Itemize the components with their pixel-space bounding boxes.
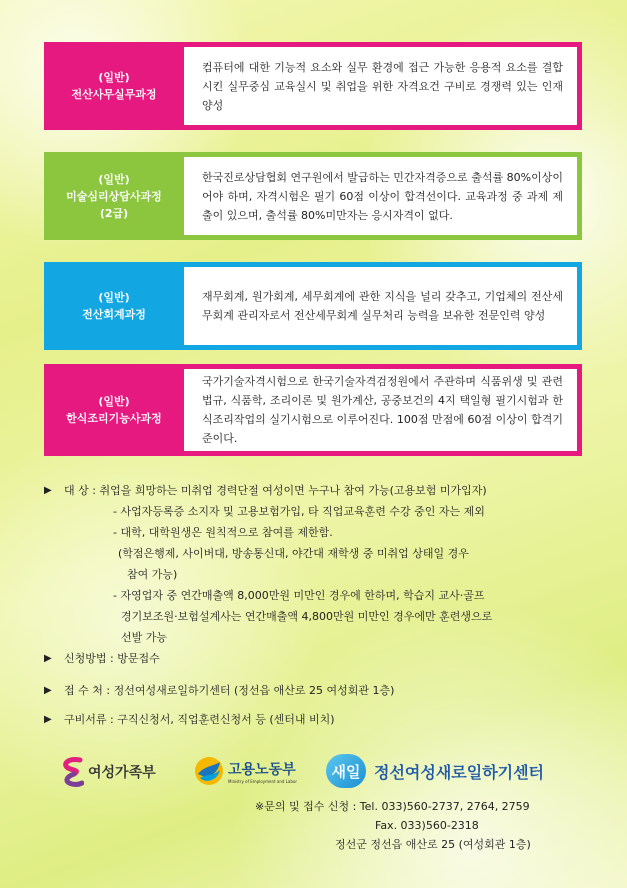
method-row: [44, 648, 594, 669]
contact-address: 정선군 정선읍 애산로 25 (여성회관 1층): [335, 838, 531, 851]
course-description: 컴퓨터에 대한 기능적 요소와 실무 환경에 접근 가능한 응용적 요소를 결합시킨 실무중심 교육실시 및 취업을 위한 자격요건 구비로 경쟁력 있는 인재 양성: [184, 42, 582, 130]
moel-logo: [194, 756, 297, 786]
arrow-icon: ▶: [44, 485, 52, 496]
mogef-logo: [60, 756, 156, 788]
course-description: 한국진로상담협회 연구원에서 발급하는 민간자격증으로 출석률 80%이상이어야 하며, 자격시험은 필기 60점 이상이 합격선이다. 교육과정 중 과제 제출이 있으며, 출석률 80%미만자는 응시자격이 없다.: [184, 152, 582, 240]
docs-label: 구비서류: [64, 713, 107, 726]
course-tag: (일반): [98, 291, 130, 304]
target-sub-3b: 경기보조원·보험설계사는 연간매출액 4,800만원 미만인 경우에만 훈련생으로: [121, 610, 493, 623]
contact-phone: ※문의 및 접수 신청 : Tel. 033)560-2737, 2764, 2759: [255, 800, 530, 813]
place-label: 접 수 처: [64, 684, 103, 697]
course-tag: (일반): [98, 71, 130, 84]
course-label: [44, 262, 184, 350]
mogef-emblem-icon: [60, 756, 84, 788]
course-grade: (2급): [99, 206, 129, 220]
course-card-art-therapy: [44, 152, 582, 240]
target-sub-2: - 대학, 대학원생은 원칙적으로 참여를 제한함.: [113, 526, 333, 539]
target-row: [44, 480, 594, 501]
course-label: [44, 42, 184, 130]
arrow-icon: ▶: [44, 714, 52, 725]
moel-text: 고용노동부: [228, 761, 296, 778]
course-card-accounting: [44, 262, 582, 350]
moel-emblem-icon: [194, 756, 224, 786]
target-sub-3c: 선발 가능: [121, 631, 168, 644]
course-description: 국가기술자격시험으로 한국기술자격검정원에서 주관하며 식품위생 및 관련법규, 식품학, 조리이론 및 원가계산, 공중보건의 4지 택일형 필기시험과 한식조리작업의 실기시험으로 이루어진다. 100점 만점에 60점 이상이 합격기준이다.: [184, 364, 582, 456]
arrow-icon: ▶: [44, 653, 52, 664]
target-sub-3a: - 자영업자 중 연간매출액 8,000만원 미만인 경우에 한하며, 학습지 교사·골프: [113, 589, 485, 602]
course-card-cooking: [44, 364, 582, 456]
course-label: [44, 152, 184, 240]
moel-english: Ministry of Employment and Labor: [228, 778, 297, 784]
course-card-office: [44, 42, 582, 130]
course-name: 전산회계과정: [82, 308, 146, 321]
target-sub-2b: (학점은행제, 사이버대, 방송통신대, 야간대 재학생 중 미취업 상태일 경우: [118, 547, 469, 560]
target-label: 대 상: [64, 484, 89, 497]
target-sub-2c: 참여 가능): [127, 568, 178, 581]
course-tag: (일반): [98, 172, 130, 186]
center-mark-icon: 새일: [326, 754, 366, 788]
course-tag: (일반): [98, 395, 130, 408]
center-text: 정선여성새로일하기센터: [374, 762, 545, 782]
course-name: 전산사무실무과정: [71, 88, 157, 101]
logo-bar: [0, 752, 627, 796]
center-logo: [326, 754, 544, 788]
course-description: 재무회계, 원가회계, 세무회계에 관한 지식을 널리 갖추고, 기업체의 전산세무회계 관리자로서 전산세무회계 실무처리 능력을 보유한 전문인력 양성: [184, 262, 582, 350]
course-name: 한식조리기능사과정: [66, 412, 162, 425]
contact-fax: Fax. 033)560-2318: [375, 819, 479, 832]
target-text: : 취업을 희망하는 미취업 경력단절 여성이면 누구나 참여 가능(고용보험 미가입자): [92, 484, 487, 497]
docs-text: : 구직신청서, 직업훈련신청서 등 (센터내 비치): [110, 713, 335, 726]
target-sub-1: - 사업자등록증 소지자 및 고용보험가입, 타 직업교육훈련 수강 중인 자는 제외: [113, 505, 485, 518]
place-row: [44, 680, 594, 701]
method-label: 신청방법: [64, 652, 107, 665]
course-name: 미술심리상담사과정: [66, 189, 162, 203]
arrow-icon: ▶: [44, 685, 52, 696]
method-text: : 방문접수: [110, 652, 160, 665]
place-text: : 정선여성새로일하기센터 (정선읍 애산로 25 여성회관 1층): [106, 684, 395, 697]
mogef-text: 여성가족부: [88, 765, 156, 781]
docs-row: [44, 709, 594, 730]
course-label: [44, 364, 184, 456]
